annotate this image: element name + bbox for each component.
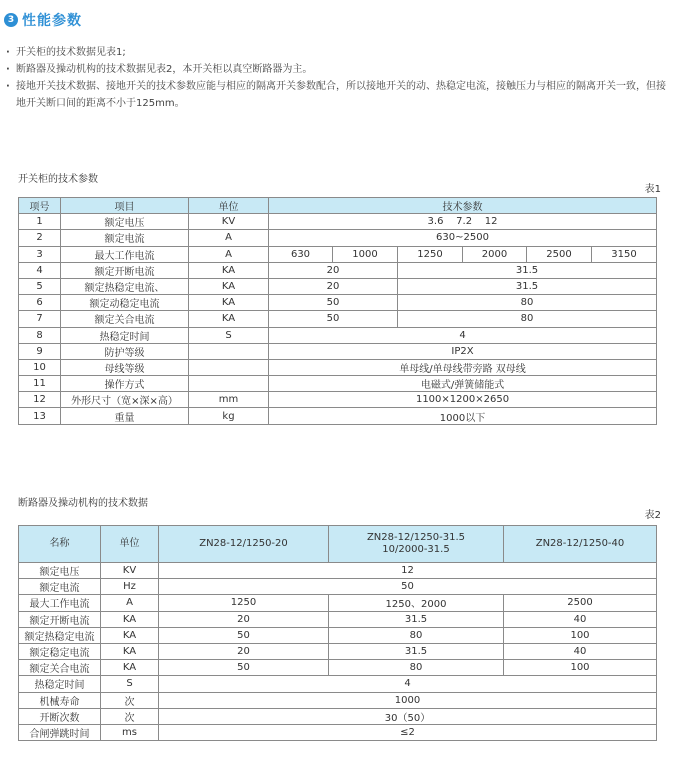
row-value: 80 [329,660,504,676]
row-value: 31.5 [398,262,657,278]
row-name: 额定电压 [19,563,101,579]
table-row [19,579,657,595]
section-header [4,10,82,30]
row-unit: KV [189,214,269,230]
table-row [19,708,657,724]
row-unit: A [189,246,269,262]
row-item: 外形尺寸（宽×深×高） [61,392,189,408]
row-item: 额定电流 [61,230,189,246]
breaker-spec-table [18,525,657,741]
col-header: 项号 [19,198,61,214]
table-row [19,376,657,392]
col-header: 名称 [19,526,101,563]
row-unit [189,376,269,392]
row-item: 最大工作电流 [61,246,189,262]
row-item: 母线等级 [61,359,189,375]
table-row [19,563,657,579]
table-row [19,343,657,359]
row-number: 4 [19,262,61,278]
row-number: 13 [19,408,61,424]
table-row [19,611,657,627]
row-number: 6 [19,295,61,311]
col-header-line: 10/2000-31.5 [382,544,450,555]
row-unit: KA [189,311,269,327]
row-name: 额定电流 [19,579,101,595]
row-value: 50 [159,660,329,676]
row-unit: KA [189,278,269,294]
bullet-item: · 断路器及操动机构的技术数据见表2，本开关柜以真空断路器为主。 [4,61,669,78]
row-value: 80 [398,311,657,327]
table-header-row [19,526,657,563]
row-unit: ms [101,724,159,740]
row-number: 7 [19,311,61,327]
row-value: 2500 [504,595,657,611]
col-header: 单位 [189,198,269,214]
row-value: 30（50） [159,708,657,724]
row-item: 额定热稳定电流、 [61,278,189,294]
table-row [19,676,657,692]
row-name: 额定关合电流 [19,660,101,676]
row-name: 合闸弹跳时间 [19,724,101,740]
col-header: ZN28-12/1250-20 [159,526,329,563]
row-value: 3150 [592,246,657,262]
row-value: 50 [269,295,398,311]
row-value: 1000 [333,246,398,262]
section-title: 性能参数 [22,13,82,29]
row-value: IP2X [269,343,657,359]
intro-bullet-list [4,44,669,112]
table2-number: 表2 [644,510,661,521]
row-item: 额定动稳定电流 [61,295,189,311]
table-row [19,278,657,294]
row-unit: KV [101,563,159,579]
row-unit: KA [101,660,159,676]
row-value: 31.5 [329,611,504,627]
row-unit: S [101,676,159,692]
row-name: 热稳定时间 [19,676,101,692]
row-value: ≤2 [159,724,657,740]
table-row [19,660,657,676]
row-unit: kg [189,408,269,424]
col-header-line: ZN28-12/1250-31.5 [366,532,466,543]
row-number: 12 [19,392,61,408]
row-name: 额定稳定电流 [19,643,101,659]
row-value: 20 [269,262,398,278]
row-value: 4 [269,327,657,343]
row-unit [189,343,269,359]
row-name: 额定开断电流 [19,611,101,627]
row-number: 2 [19,230,61,246]
row-number: 9 [19,343,61,359]
switchgear-spec-table [18,197,657,425]
row-value: 630 [269,246,333,262]
table-row [19,392,657,408]
row-value: 1000以下 [269,408,657,424]
row-value: 12 [159,563,657,579]
row-number: 10 [19,359,61,375]
table-row [19,230,657,246]
row-number: 3 [19,246,61,262]
section-number-icon: 3 [4,13,18,27]
row-value: 1000 [159,692,657,708]
row-name: 额定热稳定电流 [19,627,101,643]
row-value: 50 [159,579,657,595]
row-value: 1250 [398,246,463,262]
table-row [19,262,657,278]
table2-caption: 断路器及操动机构的技术数据 [18,498,148,509]
row-item: 额定开断电流 [61,262,189,278]
row-item: 额定电压 [61,214,189,230]
row-unit: S [189,327,269,343]
row-value: 1250 [159,595,329,611]
row-unit: KA [101,611,159,627]
row-value: 2000 [463,246,527,262]
row-value: 630~2500 [269,230,657,246]
row-unit: A [101,595,159,611]
row-item: 热稳定时间 [61,327,189,343]
row-value: 80 [398,295,657,311]
table-row [19,327,657,343]
bullet-item: · 接地开关技术数据、接地开关的技术参数应能与相应的隔离开关参数配合，所以接地开关的动、热稳定电流，接触压力与相应的隔离开关一致，但接地开关断口间的距离不小于125mm。 [4,78,669,112]
row-item: 重量 [61,408,189,424]
row-number: 1 [19,214,61,230]
row-value: 单母线/单母线带旁路 双母线 [269,359,657,375]
col-header: ZN28-12/1250-40 [504,526,657,563]
row-number: 5 [19,278,61,294]
row-value: 31.5 [329,643,504,659]
row-unit: A [189,230,269,246]
row-unit: KA [189,262,269,278]
row-value: 100 [504,627,657,643]
row-value: 80 [329,627,504,643]
row-value: 3.6 7.2 12 [269,214,657,230]
row-value: 31.5 [398,278,657,294]
row-name: 机械寿命 [19,692,101,708]
row-value: 1100×1200×2650 [269,392,657,408]
row-value: 电磁式/弹簧储能式 [269,376,657,392]
col-header [329,526,504,563]
row-unit: KA [101,643,159,659]
table-row [19,214,657,230]
row-number: 11 [19,376,61,392]
row-value: 50 [269,311,398,327]
row-value: 20 [159,611,329,627]
table-row [19,627,657,643]
table-row [19,246,657,262]
row-value: 20 [159,643,329,659]
table1-number: 表1 [644,184,661,195]
table-row [19,724,657,740]
row-value: 1250、2000 [329,595,504,611]
row-unit: mm [189,392,269,408]
row-unit: Hz [101,579,159,595]
table-row [19,692,657,708]
row-unit [189,359,269,375]
row-value: 2500 [527,246,592,262]
table-row [19,295,657,311]
row-name: 开断次数 [19,708,101,724]
row-value: 40 [504,643,657,659]
row-value: 4 [159,676,657,692]
row-number: 8 [19,327,61,343]
row-item: 操作方式 [61,376,189,392]
table-row [19,311,657,327]
col-header: 单位 [101,526,159,563]
row-item: 额定关合电流 [61,311,189,327]
row-value: 100 [504,660,657,676]
row-unit: KA [189,295,269,311]
row-value: 20 [269,278,398,294]
row-unit: KA [101,627,159,643]
row-value: 50 [159,627,329,643]
bullet-item: · 开关柜的技术数据见表1; [4,44,669,61]
table-row [19,595,657,611]
row-unit: 次 [101,708,159,724]
row-value: 40 [504,611,657,627]
row-item: 防护等级 [61,343,189,359]
table-header-row [19,198,657,214]
table-row [19,643,657,659]
table1-caption: 开关柜的技术参数 [18,174,98,185]
row-unit: 次 [101,692,159,708]
table-row [19,359,657,375]
col-header: 技术参数 [269,198,657,214]
table-row [19,408,657,424]
row-name: 最大工作电流 [19,595,101,611]
col-header: 项目 [61,198,189,214]
